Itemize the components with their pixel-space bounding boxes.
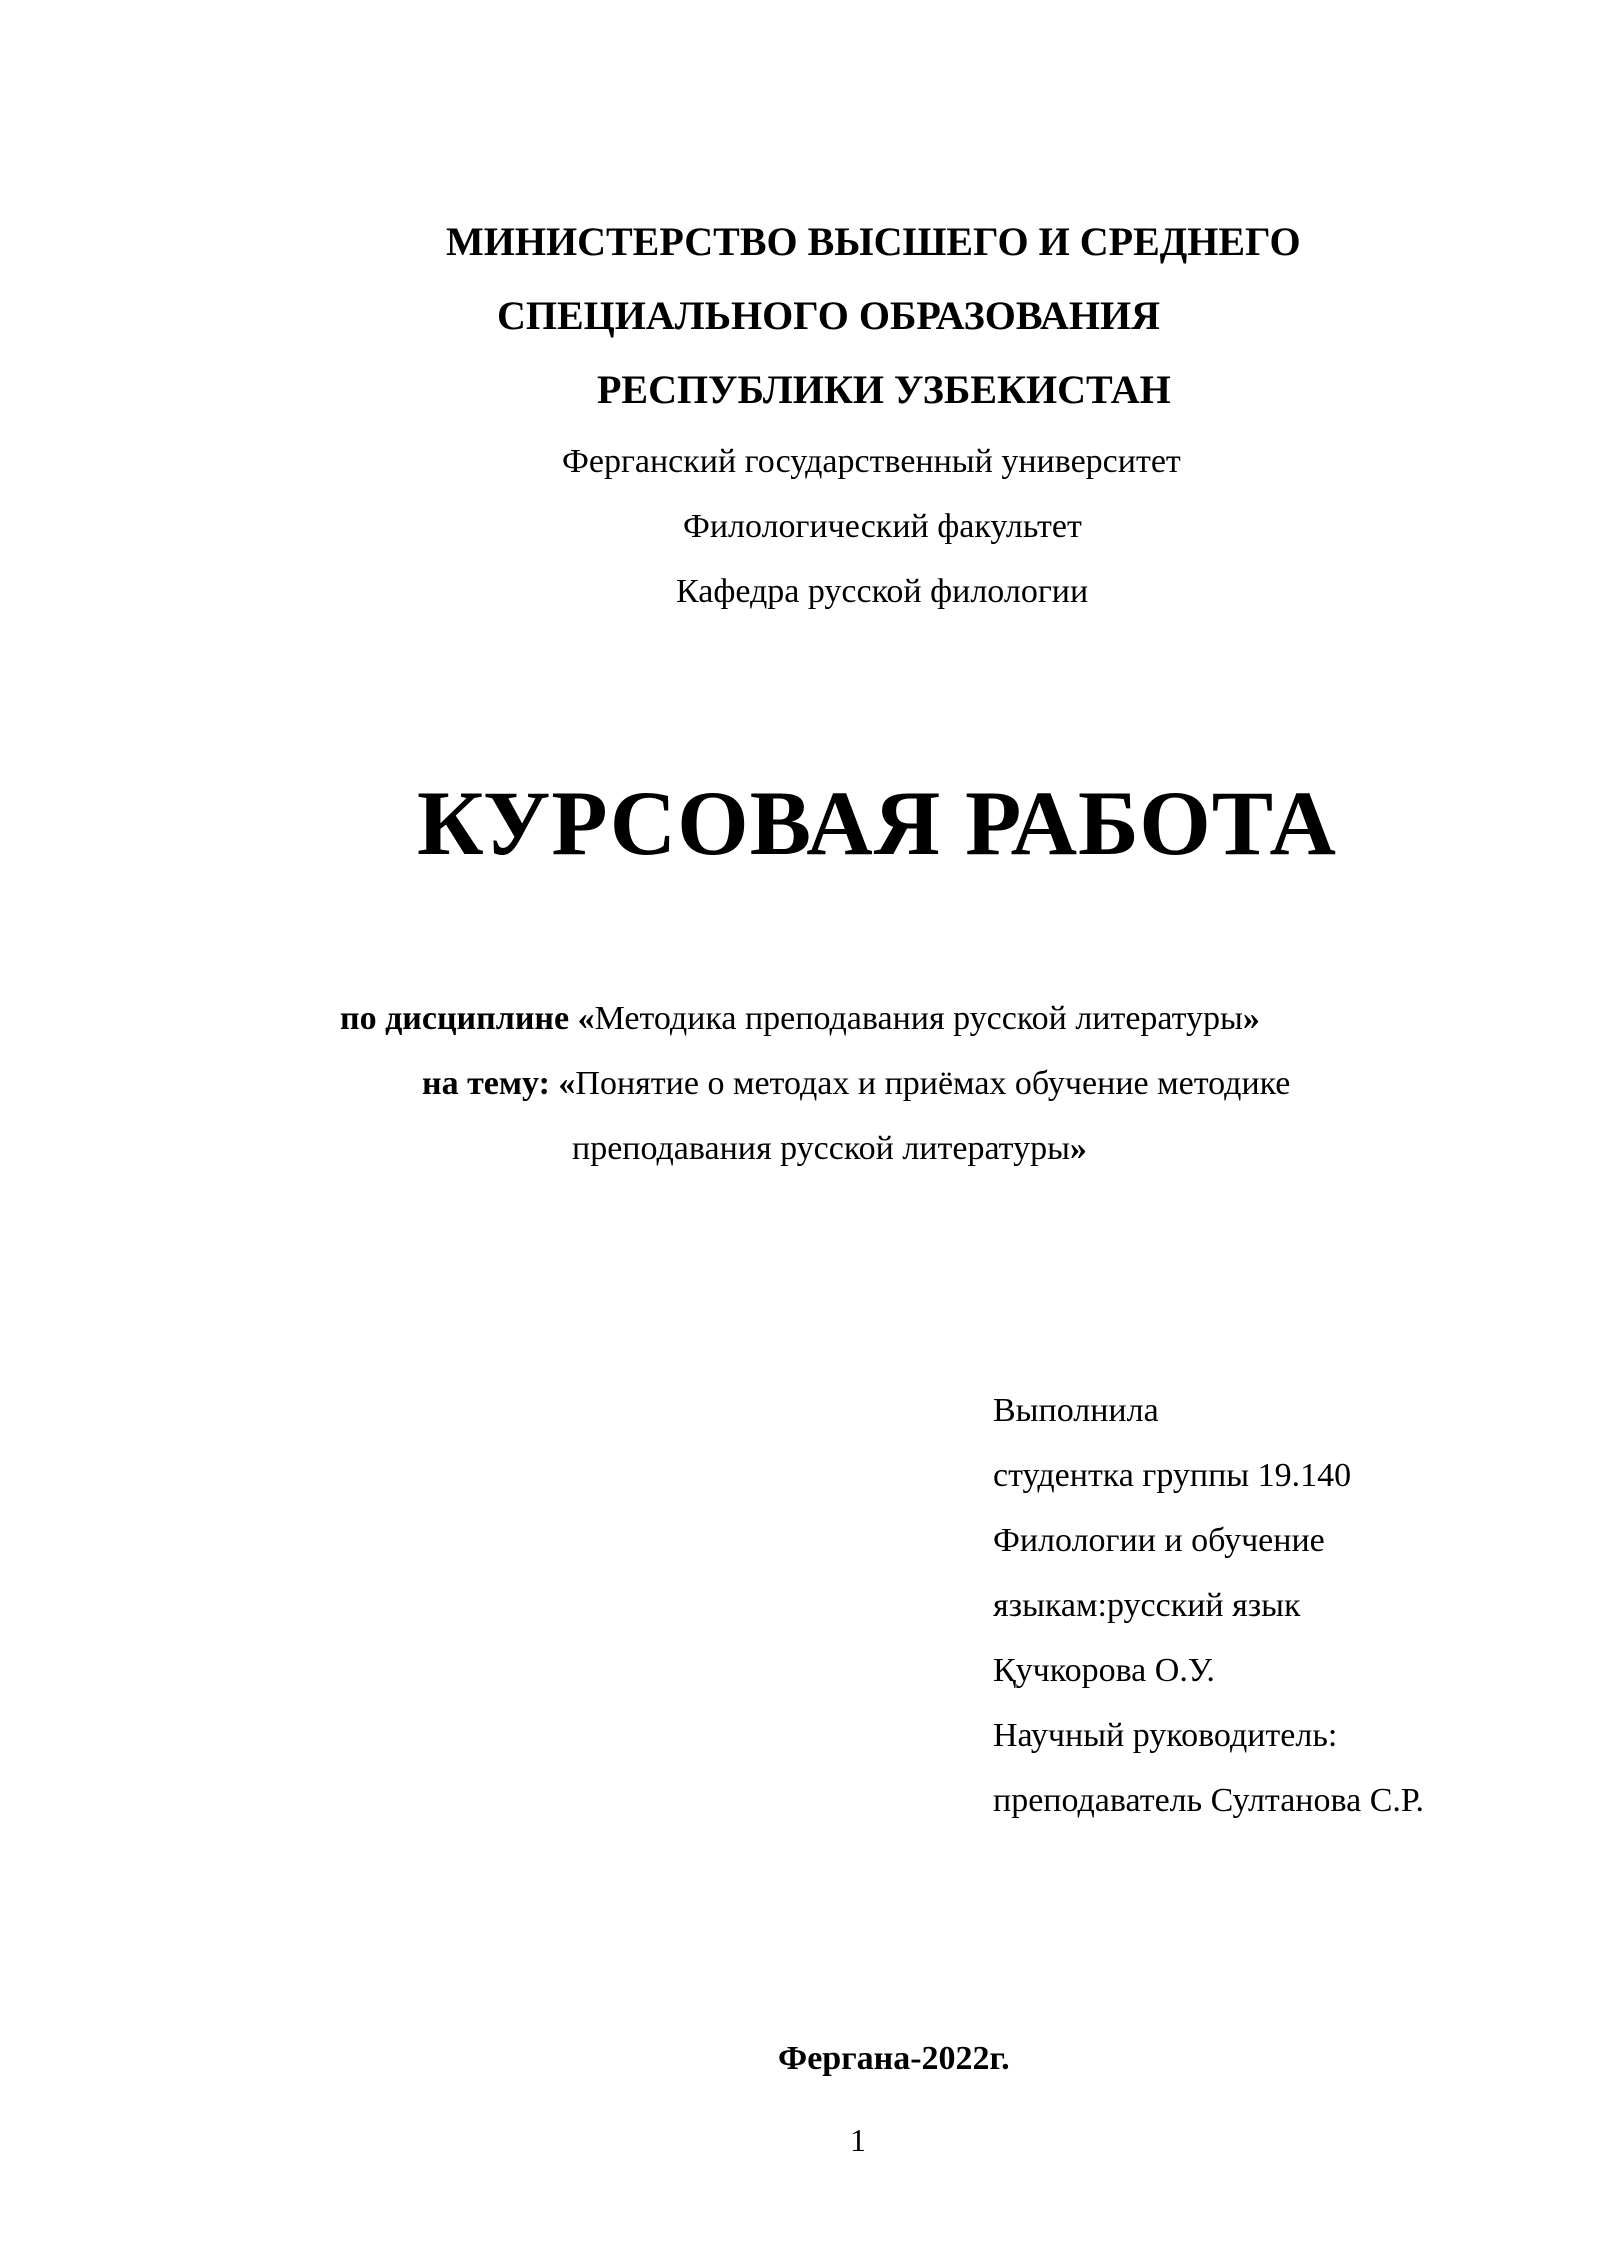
discipline-value: Методика преподавания русской литературы	[594, 1000, 1243, 1037]
author-line-6: Научный руководитель:	[993, 1717, 1338, 1754]
discipline-close-quote: »	[1242, 1000, 1260, 1037]
document-title: КУРСОВАЯ РАБОТА	[417, 772, 1337, 874]
theme-label: на тему: «	[422, 1065, 576, 1102]
author-line-4: языкам:русский язык	[993, 1587, 1301, 1624]
author-line-2: студентка группы 19.140	[993, 1457, 1352, 1494]
city-year: Фергана-2022г.	[778, 2040, 1010, 2077]
discipline-label: по дисциплине «	[340, 1000, 595, 1037]
author-line-1: Выполнила	[993, 1392, 1159, 1429]
author-line-5: Қучкорова О.У.	[993, 1652, 1215, 1689]
theme-value-line-2: преподавания русской литературы	[572, 1130, 1070, 1167]
university-name: Ферганский государственный университет	[562, 443, 1181, 480]
theme-line-1	[422, 1065, 1290, 1103]
author-line-3: Филологии и обучение	[993, 1522, 1325, 1559]
theme-close-quote: »	[1069, 1130, 1087, 1167]
discipline-line	[340, 1000, 1260, 1038]
department-name: Кафедра русской филологии	[676, 573, 1089, 610]
author-line-7: преподаватель Султанова С.Р.	[993, 1782, 1425, 1819]
ministry-line-2: СПЕЦИАЛЬНОГО ОБРАЗОВАНИЯ	[497, 293, 1160, 338]
theme-line-2	[572, 1130, 1087, 1168]
page-number: 1	[850, 2122, 866, 2158]
theme-value-line-1: Понятие о методах и приёмах обучение методике	[575, 1065, 1291, 1102]
ministry-line-3: РЕСПУБЛИКИ УЗБЕКИСТАН	[597, 367, 1171, 412]
ministry-line-1: МИНИСТЕРСТВО ВЫСШЕГО И СРЕДНЕГО	[446, 219, 1301, 264]
faculty-name: Филологический факультет	[683, 508, 1082, 545]
